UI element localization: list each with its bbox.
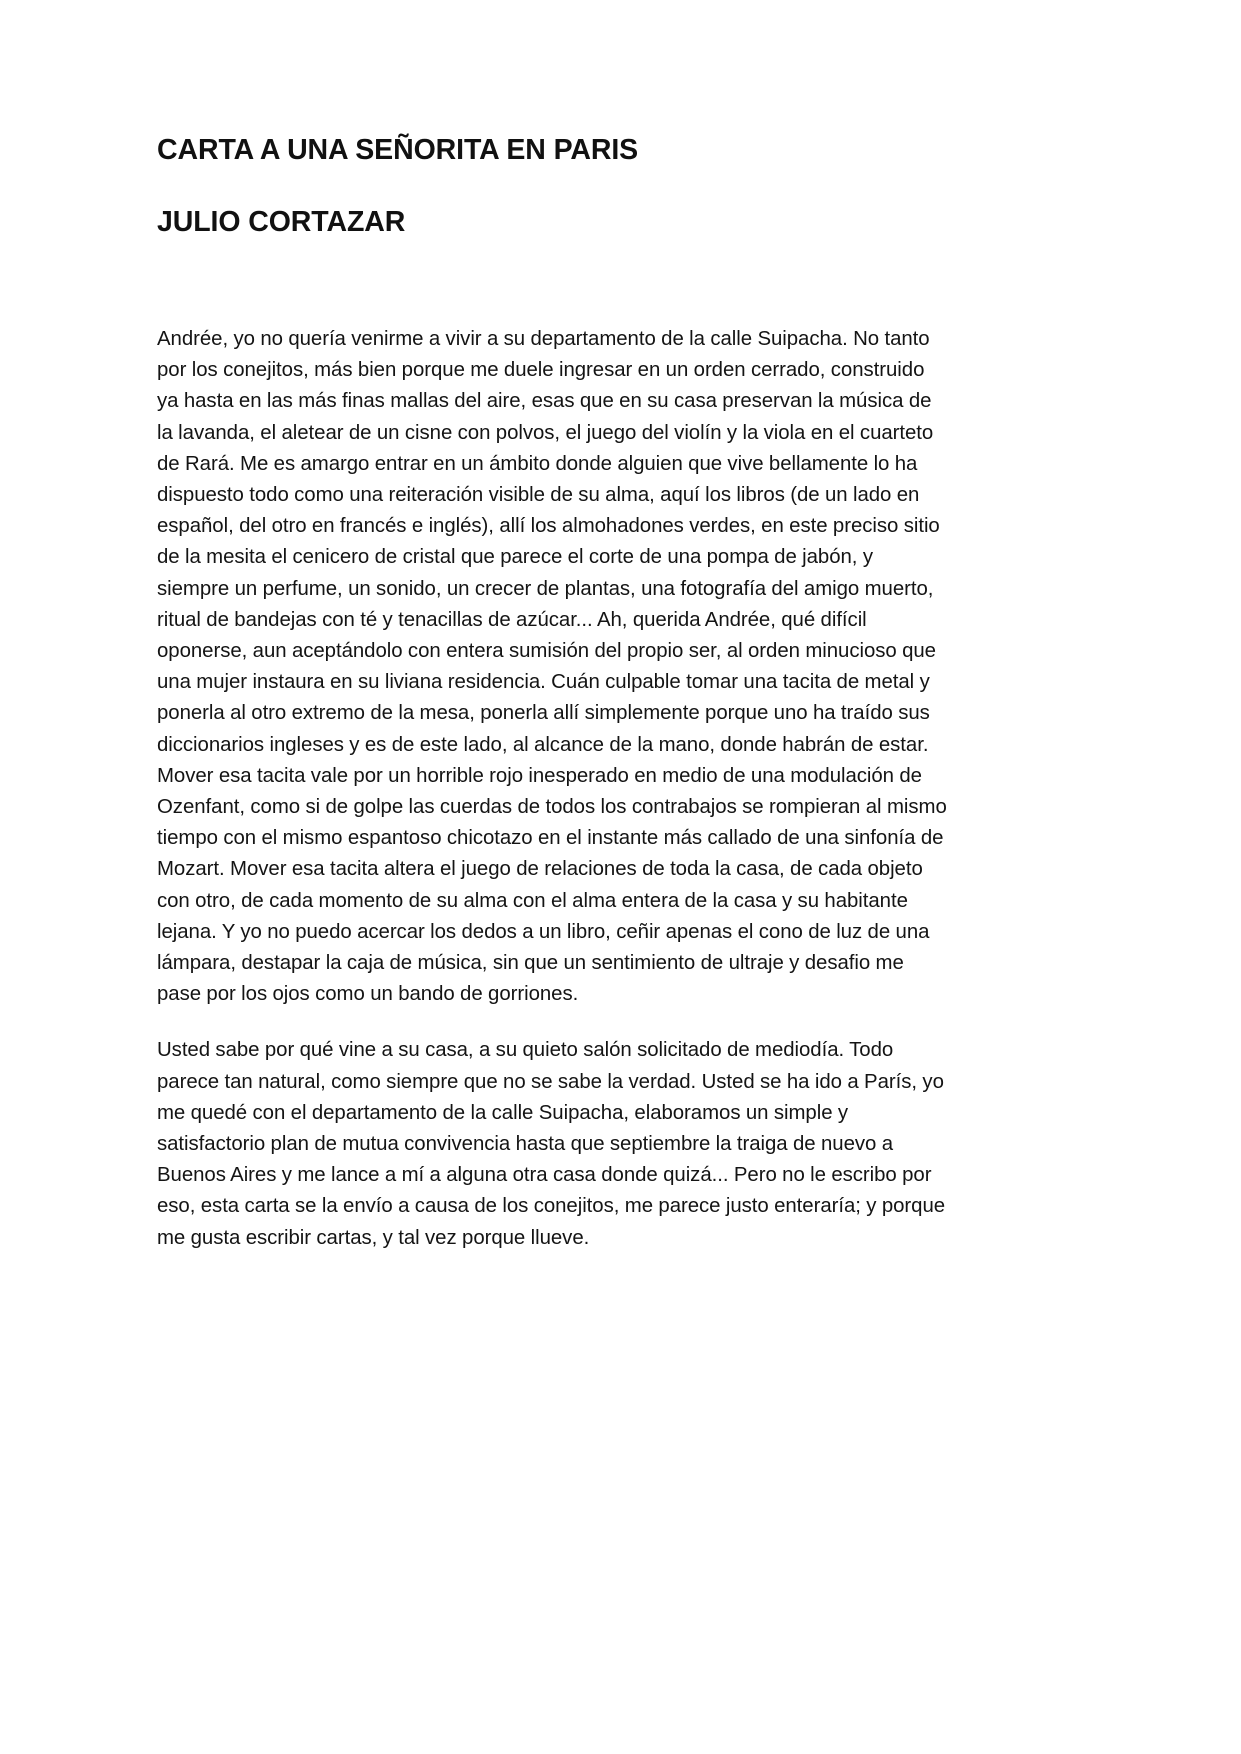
document-author: JULIO CORTAZAR: [157, 206, 406, 238]
body-paragraph: Usted sabe por qué vine a su casa, a su quieto salón solicitado de mediodía. Todo parece tan natural, como siempre que no se sabe la verdad. Usted se ha ido a París, yo me quedé con el departamento de la calle Suipacha, elaboramos un simple y satisfactorio plan de mutua convivencia hasta que septiembre la traiga de nuevo a Buenos Aires y me lance a mí a alguna otra casa donde quizá... Pero no le escribo por eso, esta carta se la envío a causa de los conejitos, me parece justo enteraría; y porque me gusta escribir cartas, y tal vez porque llueve.: [157, 1039, 946, 1249]
document-body: [157, 324, 950, 1254]
body-paragraph: Andrée, yo no quería venirme a vivir a su departamento de la calle Suipacha. No tanto por los conejitos, más bien porque me duele ingresar en un orden cerrado, construido ya hasta en las más finas mallas del aire, esas que en su casa preservan la música de la lavanda, el aletear de un cisne con polvos, el juego del violín y la viola en el cuarteto de Rará. Me es amargo entrar en un ámbito donde alguien que vive bellamente lo ha dispuesto todo como una reiteración visible de su alma, aquí los libros (de un lado en español, del otro en francés e inglés), allí los almohadones verdes, en este preciso sitio de la mesita el cenicero de cristal que parece el corte de una pompa de jabón, y siempre un perfume, un sonido, un crecer de plantas, una fotografía del amigo muerto, ritual de bandejas con té y tenacillas de azúcar... Ah, querida Andrée, qué difícil oponerse, aun aceptándolo con entera sumisión del propio ser, al orden minucioso que una mujer instaura en su liviana residencia. Cuán culpable tomar una tacita de metal y ponerla al otro extremo de la mesa, ponerla allí simplemente porque uno ha traído sus diccionarios ingleses y es de este lado, al alcance de la mano, donde habrán de estar. Mover esa tacita vale por un horrible rojo inesperado en medio de una modulación de Ozenfant, como si de golpe las cuerdas de todos los contrabajos se rompieran al mismo tiempo con el mismo espantoso chicotazo en el instante más callado de una sinfonía de Mozart. Mover esa tacita altera el juego de relaciones de toda la casa, de cada objeto con otro, de cada momento de su alma con el alma entera de la casa y su habitante lejana. Y yo no puedo acercar los dedos a un libro, ceñir apenas el cono de luz de una lámpara, destapar la caja de música, sin que un sentimiento de ultraje y desafio me pase por los ojos como un bando de gorriones.: [157, 328, 947, 1006]
document-title: CARTA A UNA SEÑORITA EN PARIS: [157, 134, 639, 166]
